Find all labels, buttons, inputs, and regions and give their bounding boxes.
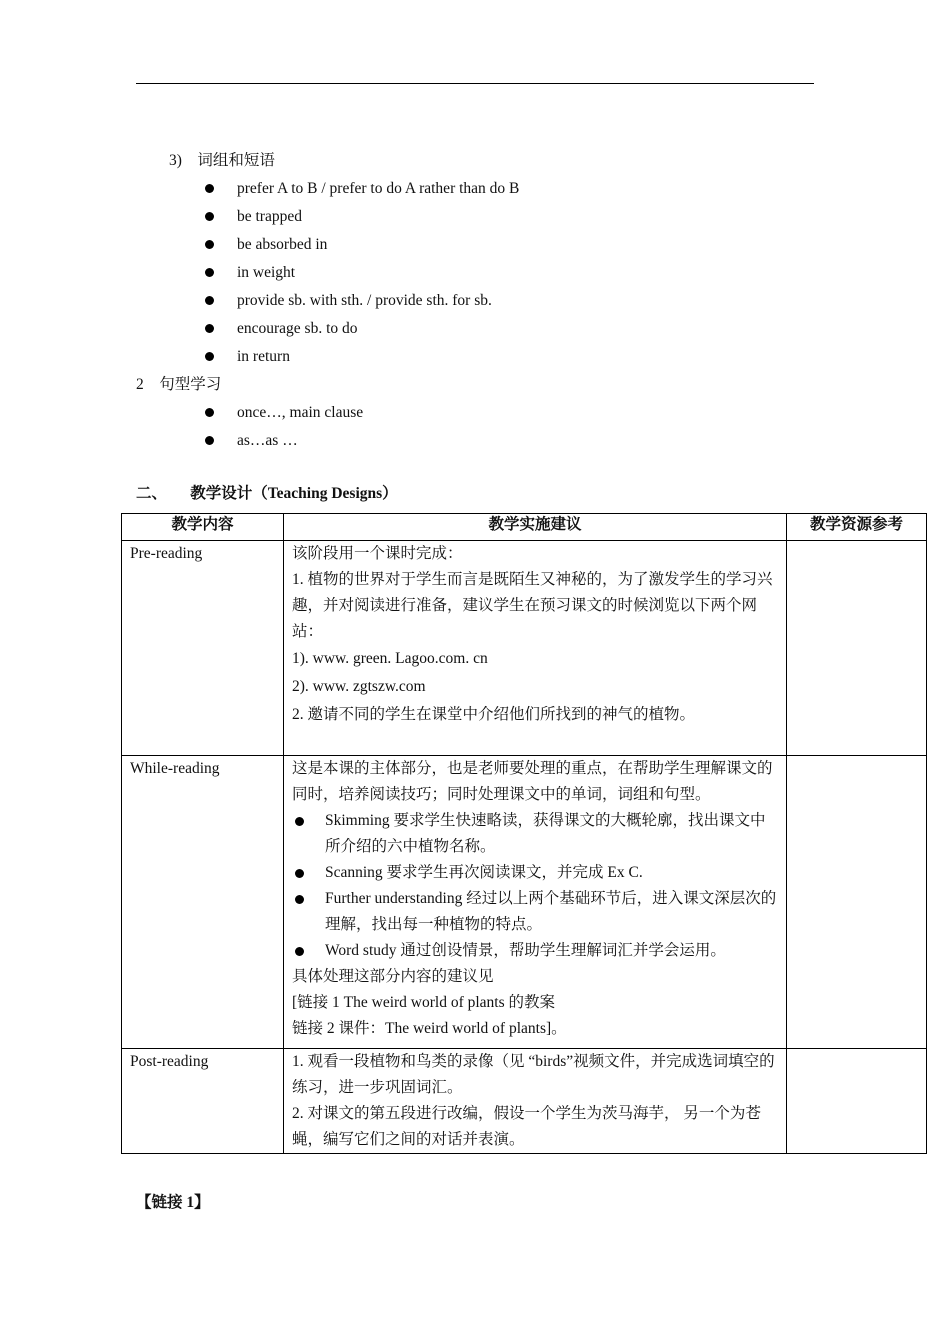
header-resources: 教学资源参考 — [787, 514, 927, 541]
table-row — [122, 541, 927, 756]
row-resource-cell — [787, 756, 927, 1049]
row-label-cell — [122, 756, 284, 1049]
bullet-icon — [205, 352, 214, 361]
bullet-icon — [205, 184, 214, 193]
paragraph: 2). www. zgtszw.com — [292, 678, 426, 695]
paragraph: 1. 观看一段植物和鸟类的录像（见 “birds”视频文件，并完成选词填空的练习，进一步巩固词汇。 — [292, 1053, 775, 1096]
bullet-icon — [205, 268, 214, 277]
header-suggestions: 教学实施建议 — [284, 514, 787, 541]
paragraph: [链接 1 The weird world of plants 的教案 — [292, 994, 556, 1011]
header-rule — [136, 83, 814, 84]
bullet-icon — [205, 296, 214, 305]
table-header-row — [122, 514, 927, 541]
sentence-item: as…as … — [237, 432, 298, 449]
row-content-cell — [284, 1049, 787, 1154]
bullet-icon — [295, 947, 304, 956]
paragraph: 2. 对课文的第五段进行改编，假设一个学生为茨马海芋， 另一个为苍蝇，编写它们之间的对话并表演。 — [292, 1105, 761, 1148]
list-item: Word study 通过创设情景，帮助学生理解词汇并学会运用。 — [292, 938, 778, 964]
row-label: While-reading — [130, 760, 220, 777]
section-title: 二、 教学设计（Teaching Designs） — [136, 485, 398, 502]
list-item: Skimming 要求学生快速略读，获得课文的大概轮廓，找出课文中所介绍的六中植物名称。 — [292, 808, 778, 860]
paragraph: 具体处理这部分内容的建议见 — [292, 968, 494, 985]
phrase-item: prefer A to B / prefer to do A rather than do B — [237, 180, 520, 197]
bullet-icon — [295, 817, 304, 826]
row-content-cell — [284, 756, 787, 1049]
table-row — [122, 756, 927, 1049]
bullet-icon — [295, 869, 304, 878]
list-item: Further understanding 经过以上两个基础环节后，进入课文深层次的理解，找出每一种植物的特点。 — [292, 886, 778, 938]
list-item: Scanning 要求学生再次阅读课文，并完成 Ex C. — [292, 860, 778, 886]
phrase-item: in weight — [237, 264, 296, 281]
sentence-item: once…, main clause — [237, 404, 364, 421]
bullet-icon — [205, 436, 214, 445]
paragraph: 1). www. green. Lagoo.com. cn — [292, 650, 488, 667]
row-resource-cell — [787, 1049, 927, 1154]
row-label-cell — [122, 541, 284, 756]
row-label-cell — [122, 1049, 284, 1154]
teaching-design-table — [121, 513, 927, 1154]
row-content-cell — [284, 541, 787, 756]
sentences-heading: 2 句型学习 — [136, 376, 222, 393]
bullet-icon — [295, 895, 304, 904]
paragraph: 链接 2 课件：The weird world of plants]。 — [292, 1020, 567, 1037]
paragraph: 这是本课的主体部分，也是老师要处理的重点，在帮助学生理解课文的同时，培养阅读技巧；同时处理课文中的单词，词组和句型。 — [292, 760, 773, 803]
paragraph: 2. 邀请不同的学生在课堂中介绍他们所找到的神气的植物。 — [292, 706, 696, 723]
row-label: Post-reading — [130, 1053, 209, 1070]
phrase-item: encourage sb. to do — [237, 320, 358, 337]
header-content: 教学内容 — [122, 514, 284, 541]
phrases-heading: 3) 词组和短语 — [169, 152, 275, 169]
bullet-icon — [205, 240, 214, 249]
paragraph: 1. 植物的世界对于学生而言是既陌生又神秘的，为了激发学生的学习兴趣，并对阅读进行准备，建议学生在预习课文的时候浏览以下两个网站： — [292, 571, 773, 640]
link1-heading: 【链接 1】 — [136, 1194, 210, 1211]
bullet-icon — [205, 408, 214, 417]
phrase-item: be trapped — [237, 208, 302, 225]
phrase-item: provide sb. with sth. / provide sth. for sb. — [237, 292, 492, 309]
paragraph: 该阶段用一个课时完成： — [292, 545, 463, 562]
row-resource-cell — [787, 541, 927, 756]
table-row — [122, 1049, 927, 1154]
phrase-item: in return — [237, 348, 290, 365]
phrase-item: be absorbed in — [237, 236, 328, 253]
bullet-icon — [205, 324, 214, 333]
row-label: Pre-reading — [130, 545, 203, 562]
bullet-icon — [205, 212, 214, 221]
